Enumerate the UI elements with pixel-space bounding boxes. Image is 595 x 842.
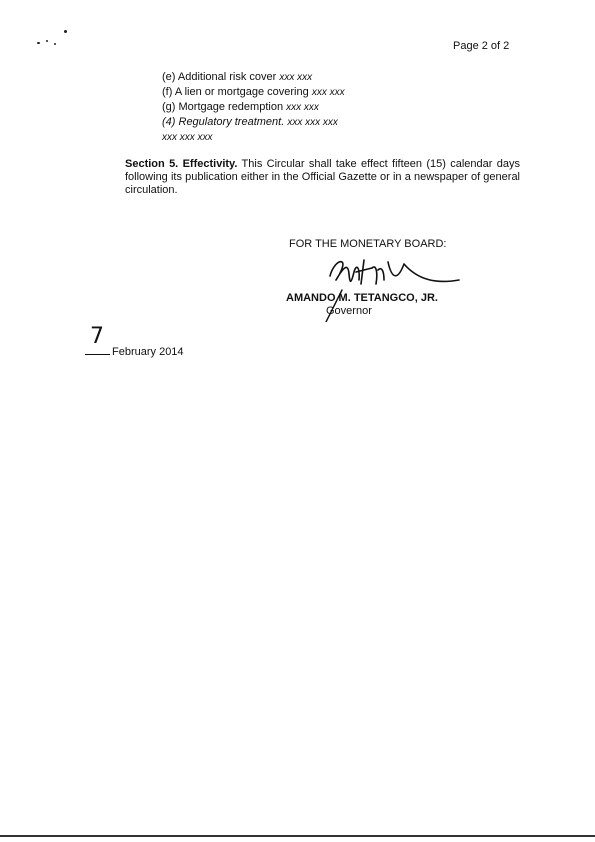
item-label: (e) Additional risk cover <box>162 71 277 83</box>
date-month-year: February 2014 <box>112 346 184 358</box>
list-item <box>162 71 312 84</box>
list-item <box>162 86 345 99</box>
scan-speck <box>46 40 48 42</box>
scan-speck <box>37 42 40 44</box>
item-value: xxx xxx <box>279 72 313 83</box>
scan-speck <box>54 43 56 45</box>
item-value: xxx xxx xxx <box>287 117 338 128</box>
board-label: FOR THE MONETARY BOARD: <box>289 238 447 250</box>
list-item <box>162 131 213 144</box>
bottom-rule <box>0 835 595 837</box>
date-day: 7 <box>90 324 104 349</box>
list-item <box>162 101 319 114</box>
list-item <box>162 116 338 129</box>
signer-title: Governor <box>326 305 372 317</box>
date-underline <box>85 354 110 355</box>
section-5-paragraph <box>125 158 520 197</box>
signer-name: AMANDO M. TETANGCO, JR. <box>286 292 438 304</box>
item-label: (f) A lien or mortgage covering <box>162 86 309 98</box>
section-body: This Circular shall take effect fifteen (15) calendar days following its publication either in the Official Gazette or in a newspaper of general circulation. <box>125 158 521 196</box>
item-value: xxx xxx <box>311 87 345 98</box>
section-heading: Section 5. Effectivity. <box>125 158 238 170</box>
item-label: (g) Mortgage redemption <box>162 101 284 113</box>
item-value: xxx xxx xxx <box>162 132 213 143</box>
item-label: (4) Regulatory treatment. <box>162 116 285 128</box>
page-number: Page 2 of 2 <box>453 40 510 52</box>
item-value: xxx xxx <box>286 102 319 113</box>
scan-speck <box>64 30 67 33</box>
